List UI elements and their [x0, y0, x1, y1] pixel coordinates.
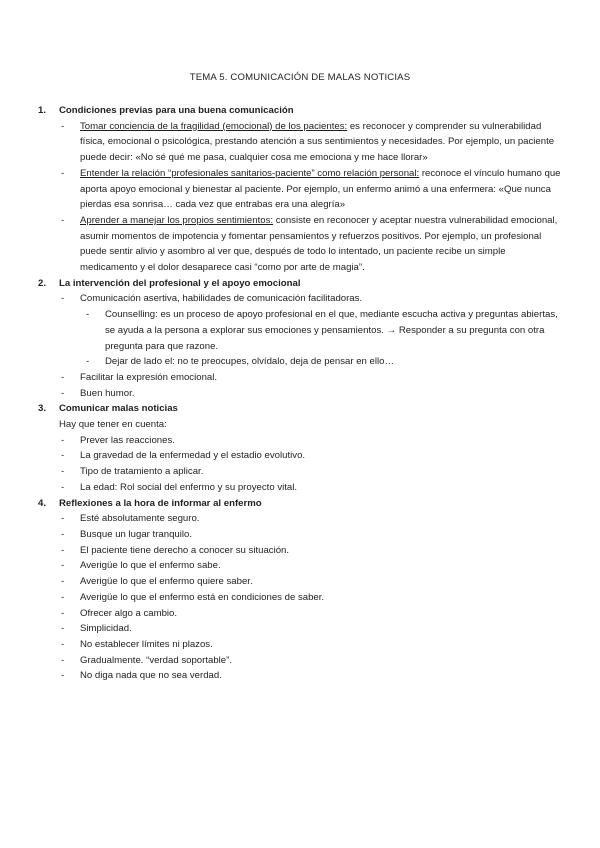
list-item: [38, 574, 562, 590]
dash-bullet: -: [61, 167, 65, 179]
dash-bullet: -: [61, 591, 65, 603]
list-item-text: Comunicación asertiva, habilidades de comunicación facilitadoras.: [80, 293, 363, 305]
list-item-text: Esté absolutamente seguro.: [80, 513, 200, 525]
list-item-text: [80, 119, 562, 166]
section-heading: [38, 276, 562, 292]
dash-bullet: -: [61, 513, 65, 525]
list-item: [38, 637, 562, 653]
list-item-text: Averigüe lo que el enfermo sabe.: [80, 560, 221, 572]
section-number: 4.: [38, 497, 47, 509]
list-item-text: El paciente tiene derecho a conocer su situación.: [80, 544, 290, 556]
dash-bullet: -: [61, 450, 65, 462]
dash-bullet: -: [61, 638, 65, 650]
dash-bullet: -: [61, 670, 65, 682]
item-description: consiste en reconocer y aceptar nuestra vulnerabilidad emocional, asumir momentos de impotencia y fomentar pensamientos y refuerzos positivos. Por ejemplo, un profesional puede sentir alivio y asombro al ver que, después de todo lo intentado, un paciente recibe un simple medicamento y el dolor desaparece casi “como por arte de magia”.: [80, 214, 558, 274]
section-title: Comunicar malas noticias: [59, 403, 178, 415]
dash-bullet: -: [61, 387, 65, 399]
item-description: reconoce el vínculo humano que aporta apoyo emocional y bienestar al paciente. Por ejemplo, un enfermo animó a una enfermera: «Que nunca pierdas esa sonrisa… cada vez que entrabas era una alegría»: [80, 167, 561, 211]
section-reflections: [38, 496, 562, 684]
list-item-text: [80, 213, 562, 276]
dash-bullet: -: [61, 466, 65, 478]
list-item: [38, 464, 562, 480]
section-conditions: [38, 103, 562, 276]
list-item: [38, 448, 562, 464]
dash-bullet: -: [61, 120, 65, 132]
list-item-text: No establecer límites ni plazos.: [80, 638, 213, 650]
section-title: La intervención del profesional y el apoyo emocional: [59, 277, 301, 289]
dash-bullet: -: [61, 560, 65, 572]
list-item: [38, 606, 562, 622]
list-item-text: Averigüe lo que el enfermo está en condiciones de saber.: [80, 591, 325, 603]
list-item: [38, 433, 562, 449]
sub-list-item: [38, 307, 562, 354]
sub-list-item-text: Counselling: es un proceso de apoyo profesional en el que, mediante escucha activa y preguntas abiertas, se ayuda a la persona a explorar sus emociones y pensamientos. → Responder a su pregunta con otra pregunta para que razone.: [105, 309, 558, 352]
dash-bullet: -: [86, 356, 90, 368]
document-body: [38, 103, 562, 684]
list-item: [38, 480, 562, 496]
list-item: [38, 386, 562, 402]
section-intro: Hay que tener en cuenta:: [59, 419, 167, 431]
dash-bullet: -: [61, 528, 65, 540]
dash-bullet: -: [61, 434, 65, 446]
underlined-term: Entender la relación “profesionales sanitarios-paciente” como relación personal:: [80, 167, 420, 179]
item-description: es reconocer y comprender su vulnerabilidad física, emocional o psicológica, prestando atención a sus sentimientos y necesidades. Por ejemplo, un paciente puede decir: «No sé qué me pasa, cualquier cosa me emociona y me hace llorar»: [80, 120, 555, 164]
list-item-text: Buen humor.: [80, 387, 135, 399]
list-item-text: Busque un lugar tranquilo.: [80, 528, 193, 540]
list-item: [38, 653, 562, 669]
list-item: [38, 370, 562, 386]
section-heading: [38, 401, 562, 417]
dash-bullet: -: [61, 654, 65, 666]
dash-bullet: -: [86, 309, 90, 321]
section-professional-intervention: [38, 276, 562, 402]
dash-bullet: -: [61, 623, 65, 635]
dash-bullet: -: [61, 293, 65, 305]
list-item: [38, 543, 562, 559]
sub-list-item-text: Dejar de lado el: no te preocupes, olvídalo, deja de pensar en ello…: [105, 356, 395, 368]
section-title: Reflexiones a la hora de informar al enfermo: [59, 497, 262, 509]
list-item: [38, 668, 562, 684]
list-item: [38, 119, 562, 166]
list-item: [38, 558, 562, 574]
dash-bullet: -: [61, 481, 65, 493]
page-title: TEMA 5. COMUNICACIÓN DE MALAS NOTICIAS: [189, 72, 411, 83]
list-item-text: Tipo de tratamiento a aplicar.: [80, 466, 204, 478]
section-heading: [38, 103, 562, 119]
list-item-text: [80, 166, 562, 213]
list-item: [38, 590, 562, 606]
list-item: [38, 621, 562, 637]
section-number: 3.: [38, 403, 47, 415]
list-item-text: Averigüe lo que el enfermo quiere saber.: [80, 576, 253, 588]
list-item: [38, 527, 562, 543]
list-item-text: La gravedad de la enfermedad y el estadio evolutivo.: [80, 450, 306, 462]
list-item-text: La edad: Rol social del enfermo y su proyecto vital.: [80, 481, 298, 493]
dash-bullet: -: [61, 371, 65, 383]
list-item-text: Simplicidad.: [80, 623, 132, 635]
sub-list-item: [38, 354, 562, 370]
list-item-text: Prever las reacciones.: [80, 434, 175, 446]
list-item: [38, 291, 562, 307]
dash-bullet: -: [61, 544, 65, 556]
section-heading: [38, 496, 562, 512]
section-title: Condiciones previas para una buena comunicación: [59, 105, 294, 116]
dash-bullet: -: [61, 214, 65, 226]
list-item: [38, 166, 562, 213]
list-item-text: Facilitar la expresión emocional.: [80, 371, 218, 383]
dash-bullet: -: [61, 607, 65, 619]
section-bad-news: [38, 401, 562, 495]
list-item: [38, 511, 562, 527]
underlined-term: Aprender a manejar los propios sentimientos:: [80, 214, 274, 226]
section-number: 2.: [38, 277, 47, 289]
list-item-text: Gradualmente. “verdad soportable”.: [80, 654, 232, 666]
underlined-term: Tomar conciencia de la fragilidad (emocional) de los pacientes:: [80, 120, 348, 132]
list-item: [38, 213, 562, 276]
list-item-text: No diga nada que no sea verdad.: [80, 670, 222, 682]
section-number: 1.: [38, 105, 47, 116]
list-item-text: Ofrecer algo a cambio.: [80, 607, 178, 619]
dash-bullet: -: [61, 576, 65, 588]
